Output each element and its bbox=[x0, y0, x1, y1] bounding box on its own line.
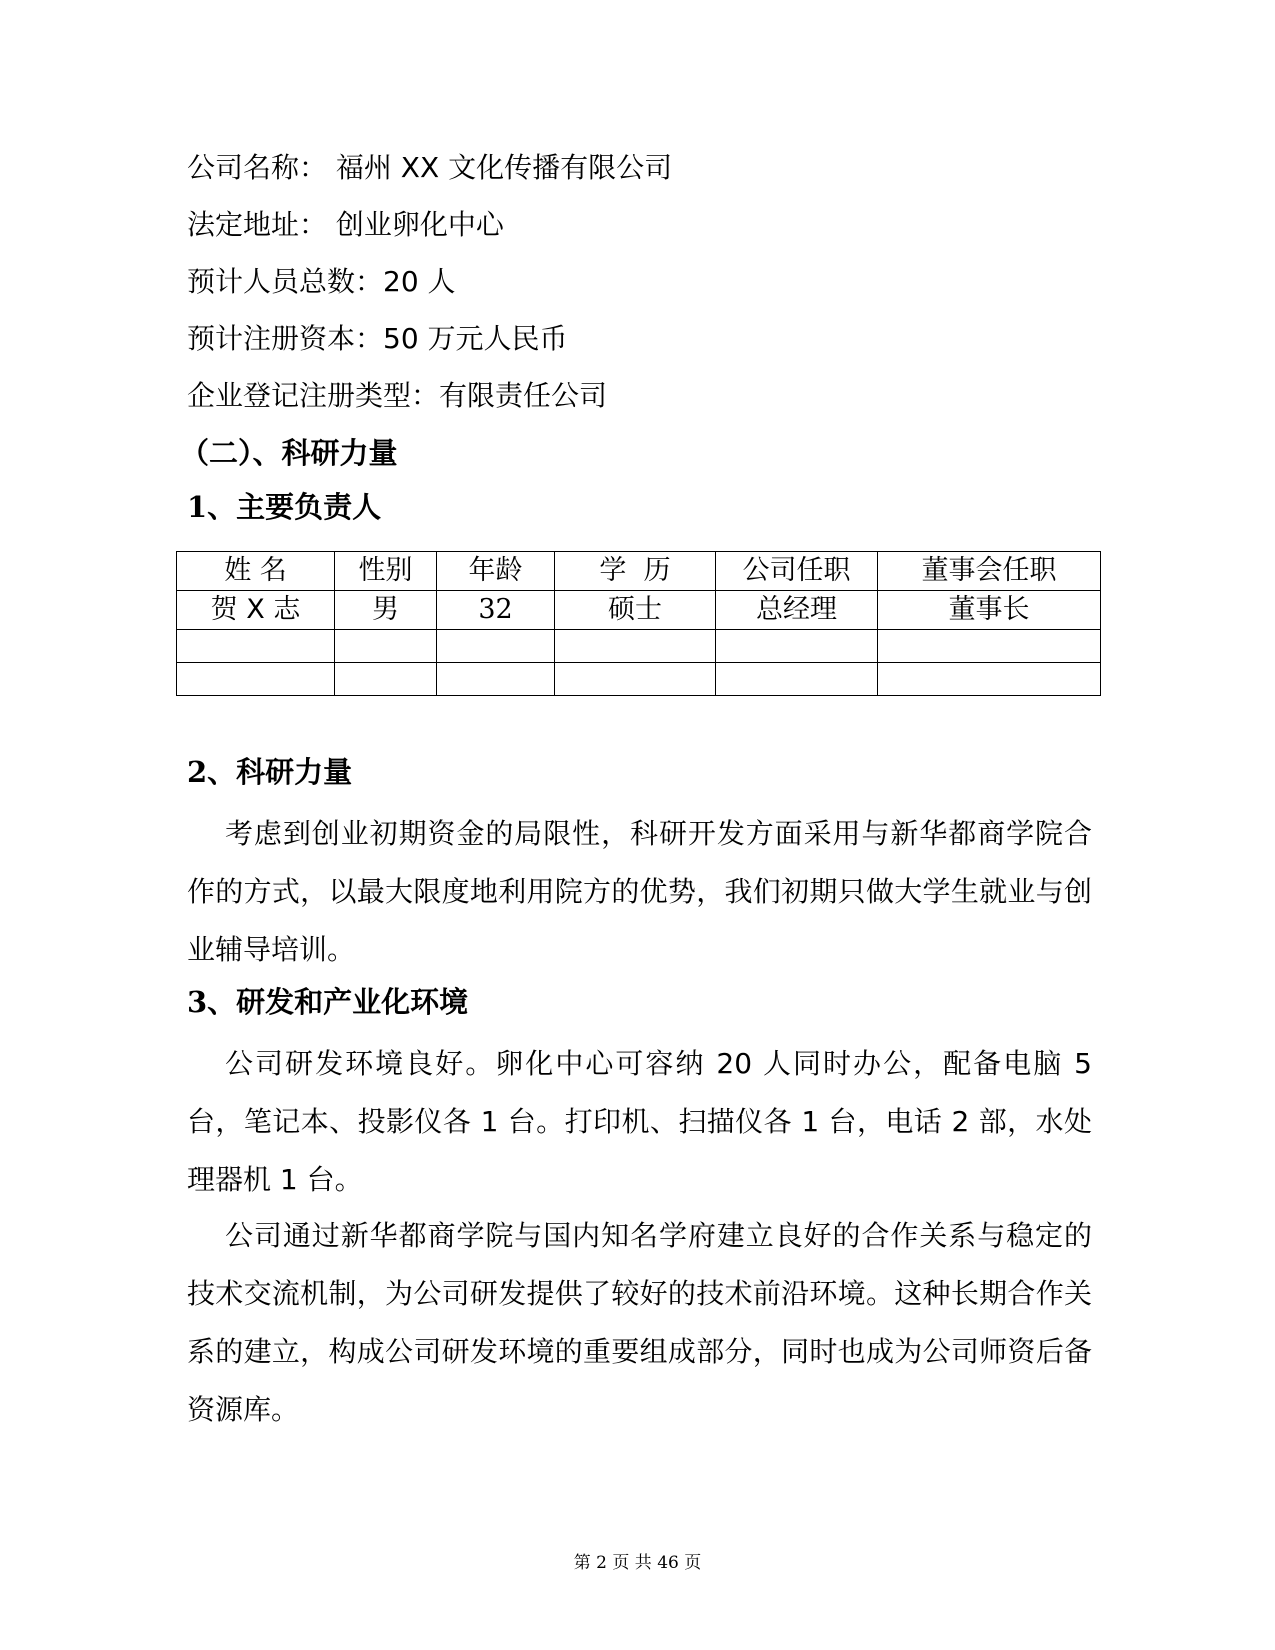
table-header-row bbox=[177, 552, 1101, 591]
cell-age bbox=[437, 630, 555, 663]
cell-age bbox=[437, 663, 555, 696]
header-name: 姓 名 bbox=[177, 552, 335, 591]
cell-name bbox=[177, 630, 335, 663]
subsection-heading-3: 3、研发和产业化环境 bbox=[187, 985, 469, 1019]
table-row bbox=[177, 630, 1101, 663]
cell-board-position bbox=[878, 663, 1101, 696]
header-company-position: 公司任职 bbox=[716, 552, 878, 591]
cell-board-position: 董事长 bbox=[878, 591, 1101, 630]
table-row bbox=[177, 663, 1101, 696]
cell-education bbox=[555, 663, 716, 696]
cell-education: 硕士 bbox=[555, 591, 716, 630]
registered-capital-line: 预计注册资本：50 万元人民币 bbox=[187, 322, 568, 355]
cell-board-position bbox=[878, 630, 1101, 663]
subsection-heading-1: 1、主要负责人 bbox=[187, 490, 382, 524]
research-paragraph: 考虑到创业初期资金的局限性，科研开发方面采用与新华都商学院合作的方式，以最大限度地利用院方的优势，我们初期只做大学生就业与创业辅导培训。 bbox=[187, 817, 1092, 966]
environment-paragraph-2: 公司通过新华都商学院与国内知名学府建立良好的合作关系与稳定的技术交流机制，为公司研发提供了较好的技术前沿环境。这种长期合作关系的建立，构成公司研发环境的重要组成部分，同时也成为公司师资后备资源库。 bbox=[187, 1219, 1092, 1426]
company-name-line: 公司名称： 福州 XX 文化传播有限公司 bbox=[187, 151, 673, 184]
subsection-heading-2: 2、科研力量 bbox=[187, 755, 353, 789]
cell-company-position: 总经理 bbox=[716, 591, 878, 630]
principal-table bbox=[176, 551, 1101, 696]
staff-count-line: 预计人员总数：20 人 bbox=[187, 265, 456, 298]
table-row bbox=[177, 591, 1101, 630]
header-board-position: 董事会任职 bbox=[878, 552, 1101, 591]
header-gender: 性别 bbox=[335, 552, 437, 591]
legal-address-line: 法定地址： 创业卵化中心 bbox=[187, 208, 504, 241]
header-education: 学 历 bbox=[555, 552, 716, 591]
cell-education bbox=[555, 630, 716, 663]
cell-gender: 男 bbox=[335, 591, 437, 630]
cell-company-position bbox=[716, 630, 878, 663]
cell-gender bbox=[335, 630, 437, 663]
registration-type-line: 企业登记注册类型：有限责任公司 bbox=[187, 379, 608, 412]
cell-gender bbox=[335, 663, 437, 696]
page-footer: 第 2 页 共 46 页 bbox=[573, 1553, 702, 1573]
header-age: 年龄 bbox=[437, 552, 555, 591]
section-heading: （二）、科研力量 bbox=[180, 436, 398, 470]
cell-name bbox=[177, 663, 335, 696]
cell-age: 32 bbox=[437, 591, 555, 630]
cell-company-position bbox=[716, 663, 878, 696]
cell-name: 贺 X 志 bbox=[177, 591, 335, 630]
environment-paragraph-1: 公司研发环境良好。卵化中心可容纳 20 人同时办公，配备电脑 5 台，笔记本、投影仪各 1 台。打印机、扫描仪各 1 台，电话 2 部，水处理器机 1 台。 bbox=[187, 1047, 1092, 1196]
